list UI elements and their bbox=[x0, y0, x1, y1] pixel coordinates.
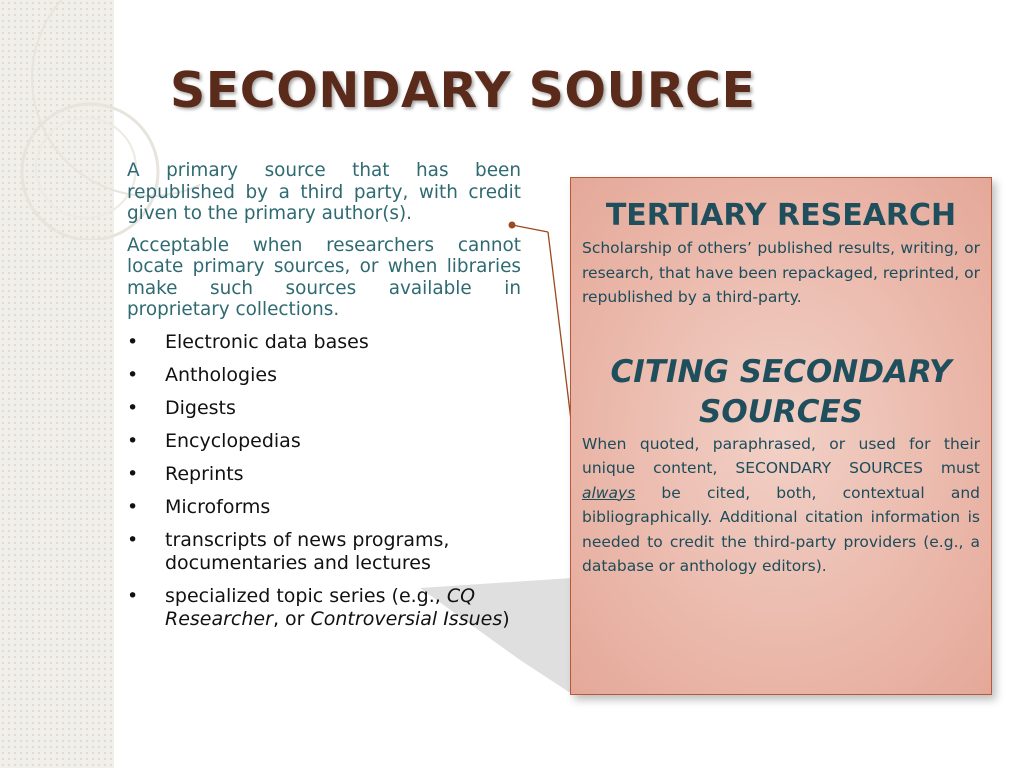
list-item-text: Digests bbox=[165, 396, 236, 419]
tertiary-research-heading: TERTIARY RESEARCH bbox=[605, 198, 957, 233]
always-emphasis: always bbox=[582, 483, 636, 502]
list-item-text-part: , or bbox=[272, 607, 311, 630]
usage-text: Acceptable when researchers cannot locate primary sources, or when libraries make such sources available in proprietary collections. bbox=[127, 234, 521, 320]
list-item-text: Anthologies bbox=[165, 363, 277, 386]
tertiary-research-text: Scholarship of others’ published results, writing, or research, that have been repackaged, reprinted, or republished by a third-party. bbox=[582, 239, 980, 306]
bullet-icon: • bbox=[127, 396, 139, 419]
callout-box bbox=[570, 177, 992, 695]
citing-text-part: When quoted, paraphrased, or used for their unique content, SECONDARY SOURCES must bbox=[582, 434, 980, 477]
bullet-icon: • bbox=[127, 330, 139, 353]
definition-text: A primary source that has been republished by a third party, with credit given to the primary author(s). bbox=[127, 160, 521, 224]
citing-secondary-text bbox=[582, 432, 980, 579]
citing-text-part: be cited, both, contextual and bibliographically. Additional citation information is needed to credit the third-party providers (e.g., a database or anthology editors). bbox=[582, 483, 980, 575]
bullet-icon: • bbox=[127, 363, 139, 386]
bullet-icon: • bbox=[127, 495, 139, 518]
cq-researcher-title: CQ Researcher bbox=[165, 584, 476, 630]
list-item-text: Microforms bbox=[165, 495, 271, 518]
bullet-icon: • bbox=[127, 462, 139, 485]
citing-secondary-heading: CITING SECONDARY SOURCES bbox=[610, 353, 952, 430]
list-item-text: Electronic data bases bbox=[165, 330, 369, 353]
bullet-icon: • bbox=[127, 528, 139, 551]
list-item-text-part: ) bbox=[502, 607, 510, 630]
bullet-icon: • bbox=[127, 429, 139, 452]
list-item-text: Encyclopedias bbox=[165, 429, 301, 452]
list-item-text-part: specialized topic series (e.g., bbox=[165, 584, 447, 607]
list-item-text: transcripts of news programs, documentaries and lectures bbox=[165, 528, 450, 574]
slide-title: SECONDARY SOURCE bbox=[170, 62, 756, 119]
controversial-issues-title: Controversial Issues bbox=[310, 607, 503, 630]
connector-dot-icon bbox=[509, 222, 516, 229]
bullet-icon: • bbox=[127, 584, 139, 607]
list-item-text: Reprints bbox=[165, 462, 244, 485]
